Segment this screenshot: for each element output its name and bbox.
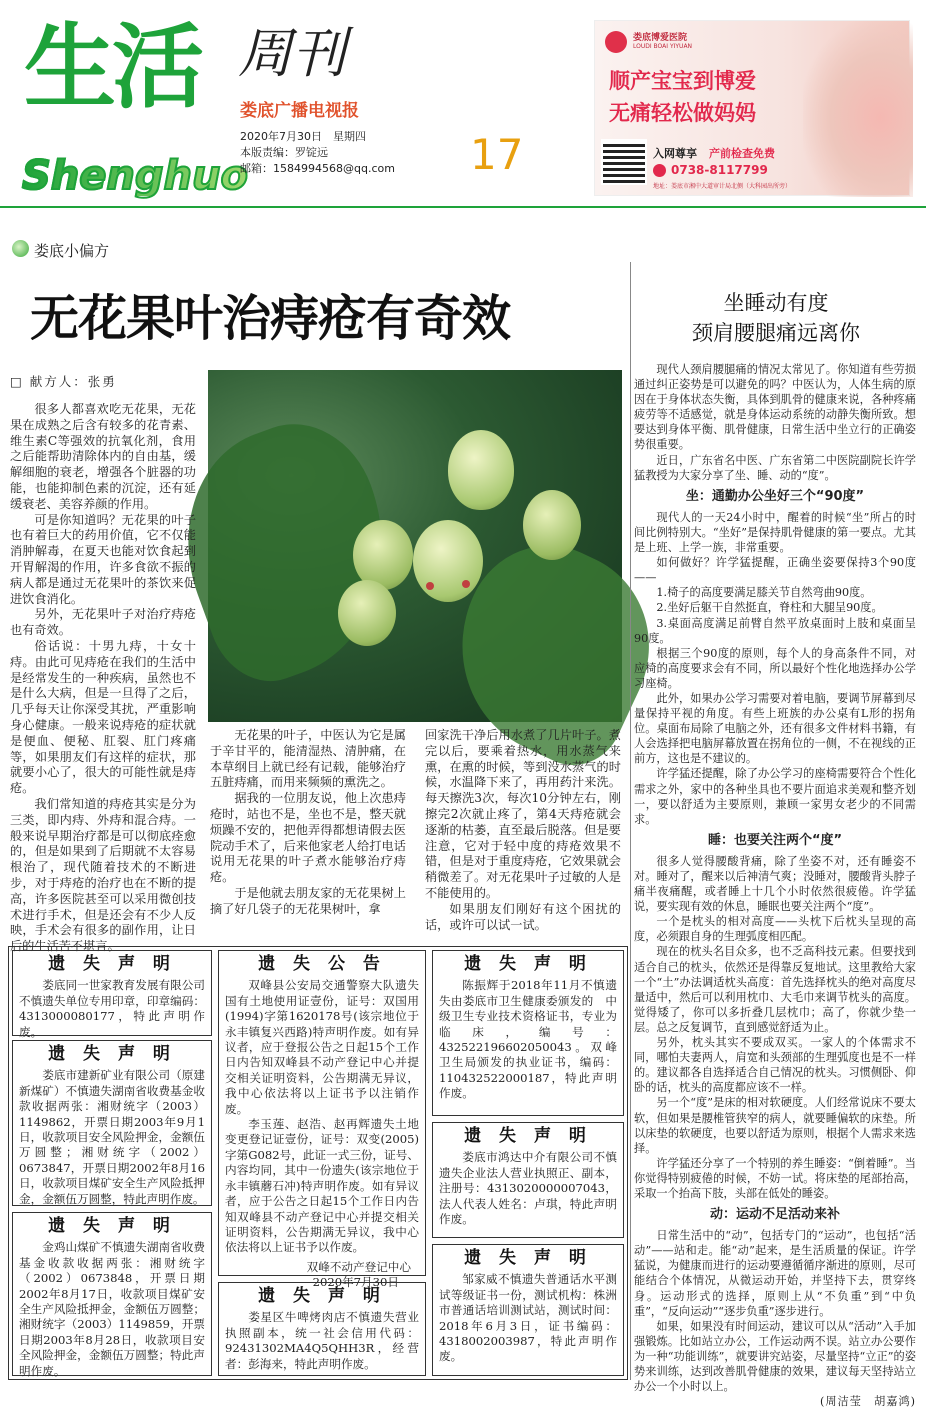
paragraph: 近日，广东省名中医、广东省第二中医院副院长许学猛教授为大家分享了坐、睡、动的“度”。 (634, 453, 916, 482)
paragraph: 现代人的一天24小时中，醒着的时候“坐”所占的时间比例特别大。“坐好”是保持肌骨健康的第一要点。尤其是上班、上学一族，非常重要。 (634, 510, 916, 555)
article1-col1 (10, 402, 196, 955)
masthead-paper-name: 娄底广播电视报 (240, 101, 359, 121)
paragraph: 许学猛还提醒，除了办公学习的座椅需要符合个性化需求之外，家中的各种坐具也不要片面追求美观和整齐划一，要以舒适为主要原则，兼顾一家男女老少的不同需求。 (634, 767, 916, 826)
ad-cta: 产前检查免费 (709, 147, 775, 160)
fig-tip (426, 582, 434, 590)
ad-cta-prefix: 入网尊享 (653, 147, 697, 160)
paragraph: 此外，如果办公学习需要对着电脑，要调节屏幕到尽量保持平视的角度。有些上班族的办公桌有L形的拐角位。桌面布局除了电脑之外，还有很多文件材料书籍，有人会选择把电脑屏幕放置在拐角位的一侧，不在视线的正前方，这也是不建议的。 (634, 691, 916, 766)
paragraph: 如何做好？许学猛提醒，正确坐姿要保持3个90度—— (634, 556, 916, 585)
notice-text: 金鸡山煤矿不慎遗失湖南省收费基金收款收据两张：湘财统字（2002）0673848，开票日期2002年8月17日，收款项目煤矿安全生产风险抵押金，金额伍万圆整；湘财统字（2003）1149859，开票日期2003年8月28日，收款项目安全风险押金，金额伍万圆整；特此声明作废。 (19, 1240, 205, 1378)
subheading-sleep: 睡：也要关注两个“度” (707, 832, 843, 848)
article-byline: □ 献方人：张勇 (10, 374, 117, 389)
issue-date: 2020年7月30日 星期四 (240, 130, 366, 143)
hospital-name-en: LOUDI BOAI YIYUAN (633, 43, 693, 50)
paragraph: 根据三个90度的原则，每个人的身高条件不同，对应椅的高度要求会有不同，所以最好个性化地选择办公学习座椅。 (634, 646, 916, 690)
paragraph: 1.椅子的高度要满足膝关节自然弯曲90度。 (656, 586, 872, 600)
notice (432, 1244, 624, 1376)
masthead-pinyin: Shenghuo (22, 153, 248, 199)
notice-title: 遗 失 声 明 (464, 1248, 592, 1268)
fig-tip (462, 580, 470, 588)
paragraph: 回家洗干净后用水煮了几片叶子。煮完以后，要乘着热水，用水蒸气来熏，在熏的时候，等到没水蒸气的时候，水温降下来了，再用药汁来洗。每天擦洗3次，每次10分钟左右，刚擦完2次就止疼了，第4天痔疮就会逐渐的枯萎，直至最后脱落。但是要注意，它对于轻中度的痔疮效果不错，但是对于重度痔疮，它效果就会稍微差了。对无花果叶子过敏的人是不能使用的。 (425, 728, 621, 900)
paragraph: 现在的枕头名目众多，也不乏高科技元素。但要找到适合自己的枕头，依然还是得靠反复地试。这里教给大家一个“土”办法调适枕头高度：首先选择枕头的绝对高度尽量适中，然后可以利用枕巾、大毛巾来调节枕头的高度。觉得矮了，你可以多折叠几层枕巾；高了，你就少垫一层。总之反复调节，直到感觉舒适为止。 (634, 945, 916, 1034)
paragraph: 许学猛还分享了一个特别的养生睡姿：“倒着睡”。当你觉得特别疲倦的时候，不妨一试。将床垫的尾部抬高，采取一个抬高下肢，头部在低处的睡姿。 (634, 1156, 916, 1200)
paragraph: 2.坐好后躯干自然挺直，脊柱和大腿呈90度。 (656, 601, 883, 615)
fig-fruit (523, 490, 581, 560)
paragraph: 一个是枕头的相对高度——头枕下后枕头呈现的高度，必须跟自身的生理弧度相匹配。 (634, 915, 916, 944)
notice (12, 950, 212, 1039)
notice-text: 娄星区牛啤烤肉店不慎遗失营业执照副本，统一社会信用代码：92431302MA4Q5QHH3R，经营者：彭海来，特此声明作废。 (225, 1310, 419, 1371)
notice-title: 遗 失 声 明 (464, 1126, 592, 1146)
notice-text: 邹家威不慎遗失普通话水平测试等级证书一份，测试机构：株洲市普通话培训测试站，测试时间：2018年6月3日，证书编码：4318002003987，特此声明作废。 (439, 1272, 617, 1364)
article2-title-line1: 坐睡动有度 (723, 291, 829, 315)
paragraph: 俗话说：十男九痔，十女十痔。由此可见痔疮在我们的生活中是经常发生的一种疾病，虽然也不是什么大病，但是一旦得了之后，几乎每天让你深受其扰，严重影响身心健康。一般来说痔疮的症状就是便血、便秘、肛裂、肛门疼痛等，如果朋友们有这样的症状，那就要小心了，很大的可能性就是痔疮。 (10, 638, 196, 796)
paragraph: 很多人都喜欢吃无花果，无花果在成熟之后含有较多的花青素、维生素C等强效的抗氧化剂，食用之后能帮助清除体内的自由基，缓解细胞的衰老，增强各个脏器的功能，也能抑制色素的沉淀，还有延缓衰老、美容养颜的作用。 (10, 402, 196, 511)
notice-title: 遗 失 声 明 (48, 1044, 176, 1064)
article2-title (636, 288, 916, 348)
article2-byline: (周洁莹 胡嘉鸿) (819, 1395, 916, 1409)
notice-signature: 双峰不动产登记中心 (306, 1259, 411, 1274)
notice (432, 1122, 624, 1238)
column-divider (630, 262, 631, 1380)
notice-date: 2020年7月30日 (312, 1275, 399, 1290)
paragraph: 3.桌面高度满足前臂自然平放桌面时上肢和桌面呈90度。 (634, 616, 916, 645)
notice-title: 遗 失 声 明 (464, 954, 592, 974)
paragraph: 于是他就去朋友家的无花果树上摘了好几袋子的无花果树叶，拿 (210, 885, 406, 916)
notice-text: 娄底同一世家教育发展有限公司不慎遗失单位专用印章，印章编码：4313000080177，特此声明作废。 (19, 978, 205, 1039)
fig-fruit (448, 430, 514, 510)
paragraph: 另一个“度”是床的相对软硬度。人们经常说床不要太软，但如果是腰椎管狭窄的病人，就要睡偏软的床垫。所以床垫的软硬度，也要以舒适为原则，根据个人需求来选择。 (634, 1096, 916, 1155)
article1-col2 (210, 728, 406, 918)
section-label: 娄底小偏方 (34, 242, 110, 260)
paragraph: 很多人觉得腰酸背痛，除了坐姿不对，还有睡姿不对。睡对了，醒来以后神清气爽；没睡对，腰酸背头脖子痛半夜痛醒，或者睡上十几个小时依然很疲倦。许学猛说，要实现有效的休息，睡眠也要关注两个“度”。 (634, 854, 916, 914)
hospital-name: 娄底博爱医院 (633, 33, 688, 43)
notice-text: 双峰县公安局交通警察大队遗失国有土地使用证壹份，证号：双国用(1994)字第1620178号(该宗地位于永丰镇复兴西路)特声明作废。如有异议者，应于登报公告之日起15个工作日内告知双峰县不动产登记中心并提交相关证明资料，公告期满无异议，我中心依法将以上证书予以注销作废。 (225, 978, 419, 1116)
paragraph: 现代人颈肩腰腿痛的情况太常见了。你知道有些劳损通过纠正姿势是可以避免的吗？中医认为，人体生病的原因在于身体状态失衡，具体到肌骨的健康来说，各种疼痛疲劳等不适感觉，就是身体运动系统的动静失衡所致。想要达到身体平衡、肌骨健康，日常生活中坐立行的正确姿势很重要。 (634, 363, 916, 452)
qr-code-icon (603, 141, 645, 183)
paragraph: 如果朋友们刚好有这个困扰的话，或许可以试一试。 (425, 901, 621, 932)
notice-text: 李玉莲、赵浩、赵再辉遗失土地变更登记证壹份，证号：双变(2005)字第G082号，此证一式三份，证号、内容均同，其中一份遗失(该宗地位于永丰镇蘑石冲)特声明作废。如有异议者，应于公告之日起15个工作日内告知双峰县不动产登记中心并提交相关证明资料，公告期满无异议，我中心依法将以上证书予以作废。 (225, 1117, 419, 1255)
subheading-move: 动：运动不足活动来补 (709, 1207, 840, 1223)
ad-slogan-1: 顺产宝宝到博爱 (609, 69, 756, 93)
hospital-advertisement[interactable] (594, 20, 910, 196)
notice-text: 陈振辉于2018年11月不慎遗失由娄底市卫生健康委颁发的 中级卫生专业技术资格证书，专业为临床，编号：432522196602050043。双峰卫生局颁发的执业证书，编码：110432522000187，特此声明作废。 (439, 978, 617, 1101)
paragraph: 另外，枕头其实不要成双买。一家人的个体需求不同，哪怕夫妻两人，肩宽和头颈部的生理弧度也是不一样的。建议都各自选择适合自己情况的枕头。习惯侧卧、仰卧的话，枕头的高度都应该不一样。 (634, 1036, 916, 1095)
section-bullet-icon (12, 240, 29, 257)
phone-icon (653, 164, 666, 177)
header-rule (0, 206, 926, 208)
paragraph: 无花果的叶子，中医认为它是属于辛甘平的，能清湿热、清肿痛，在本草纲目上就已经有记载，能够治疗五脏痔痛，而用来频频的熏洗之。 (210, 728, 406, 790)
ad-phone: 0738-8117799 (671, 163, 768, 177)
notice (218, 1282, 426, 1376)
fig-photo (208, 370, 622, 722)
notice (432, 950, 624, 1116)
paragraph: 我们常知道的痔疮其实是分为三类，即内痔、外痔和混合痔。一般来说早期治疗都是可以彻底痊愈的，但是如果到了后期就不太容易根治了，现代随着技术的不断进步，对于痔疮的治疗也在不断的提高，许多医院甚至可以采用微创技术进行手术，但是还会有不少人反映，手术会有很多的副作用，让日后的生活苦不堪言。 (10, 796, 196, 954)
paragraph: 日常生活中的“动”，包括专门的“运动”，也包括“活动”——站和走。能“动”起来，是生活质量的保证。许学猛说，为健康而进行的运动要遵循循序渐进的原则，尽可能结合个体情况，从微运动开始，并坚持下去，贯穿终身。运动形式的选择，原则上从“不负重”到“中负重”，“反向运动”“逐步负重”逐步进行。 (634, 1229, 916, 1318)
paragraph: 如果，如果没有时间运动，建议可以从“活动”入手加强锻炼。比如站立办公，工作运动两不误。站立办公要作为一种“功能训练”，就要讲究站姿，尽量坚持“立正”的姿势来训练，达到改善肌骨健康的效果，建议每天坚持站立办公一个小时以上。 (634, 1319, 916, 1394)
article1-col3 (425, 728, 621, 933)
notice-title: 遗 失 公 告 (258, 954, 386, 974)
hospital-logo-icon (605, 31, 627, 53)
article-title: 无花果叶治痔疮有奇效 (30, 290, 511, 347)
pregnant-woman-image (803, 21, 913, 197)
ad-address: 地址：娄底市湘中大道审计局北侧（大科园出所旁） (653, 183, 792, 190)
notice-title: 遗 失 声 明 (48, 1216, 176, 1236)
masthead-weekly: 周刊 (238, 22, 346, 85)
page-editor: 本版责编：罗锭远 (240, 146, 328, 159)
notice (12, 1212, 212, 1376)
article2-body (634, 362, 916, 1409)
notice-text: 娄底市鸿达中介有限公司不慎遗失企业法人营业执照正、副本，注册号：4313020000007043，法人代表人姓名：卢琪，特此声明作废。 (439, 1150, 617, 1227)
paragraph: 另外，无花果叶子对治疗痔疮也有奇效。 (10, 607, 196, 638)
notice-text: 娄底市建新矿业有限公司（原建新煤矿）不慎遗失湖南省收费基金收款收据两张：湘财统字（2003）1149862，开票日期2003年9月1日，收款项目安全风险押金，金额伍万圆整；湘财统字（2002）0673847，开票日期2002年8月16日，收款项目煤矿安全生产风险抵押金，金额伍万圆整，特此声明作废。 (19, 1068, 205, 1206)
masthead-logo: 生活 (24, 14, 201, 121)
fig-fruit (338, 580, 396, 646)
paragraph: 可是你知道吗？无花果的叶子也有着巨大的药用价值，它不仅能消肿解毒，在夏天也能对饮食起到开胃解渴的作用，许多食欲不振的病人都是通过无花果叶的茶饮来促进饮食消化。 (10, 512, 196, 606)
article2-title-line2: 颈肩腰腿痛远离你 (692, 321, 860, 345)
subheading-sit: 坐：通勤办公坐好三个“90度” (685, 488, 865, 504)
notice (12, 1040, 212, 1206)
page-number: 17 (470, 130, 524, 179)
fig-fruit (413, 520, 483, 602)
notice-title: 遗 失 声 明 (258, 1286, 386, 1306)
notice (218, 950, 426, 1290)
notice-title: 遗 失 声 明 (48, 954, 176, 974)
editor-email: 邮箱：1584994568@qq.com (240, 162, 395, 175)
paragraph: 据我的一位朋友说，他上次患痔疮时，站也不是，坐也不是，整天就烦躁不安的，把他弄得都想请假去医院动手术了，后来他家老人给打电话说用无花果的叶子煮水能够治疗痔疮。 (210, 791, 406, 885)
ad-slogan-2: 无痛轻松做妈妈 (609, 101, 756, 125)
